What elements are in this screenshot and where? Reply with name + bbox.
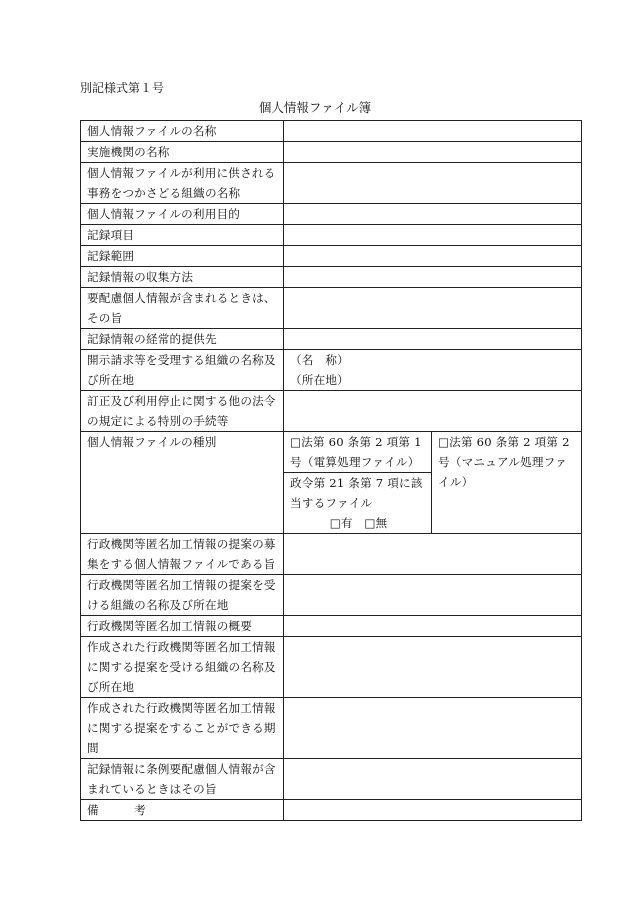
row-label-collection-method: 記録情報の収集方法 <box>81 267 284 288</box>
value-cell-remarks[interactable] <box>284 800 582 821</box>
table-row <box>81 267 582 288</box>
row-label-file-type: 個人情報ファイルの種別 <box>81 432 284 534</box>
document-title: 個人情報ファイル簿 <box>258 100 372 115</box>
table-row <box>81 534 582 575</box>
row-label-ordinance-sensitive-info: 記録情報に条例要配慮個人情報が含まれているときはその旨 <box>81 759 284 800</box>
value-cell-disclosure-office[interactable] <box>284 350 582 391</box>
value-cell-record-items[interactable] <box>284 225 582 246</box>
table-row <box>81 698 582 759</box>
value-cell-anonymized-summary[interactable] <box>284 616 582 637</box>
file-type-option-electronic[interactable]: □法第 60 条第 2 項第 1 号（電算処理ファイル） <box>284 432 432 473</box>
checkbox-yes[interactable]: □有 <box>329 516 353 530</box>
row-label-remarks: 備 考 <box>81 800 284 821</box>
value-cell-record-scope[interactable] <box>284 246 582 267</box>
table-row <box>81 142 582 163</box>
value-cell-file-name[interactable] <box>284 121 582 142</box>
value-cell-created-anonymized-proposal-office[interactable] <box>284 637 582 698</box>
value-cell-collection-method[interactable] <box>284 267 582 288</box>
value-cell-anonymized-proposal-office[interactable] <box>284 575 582 616</box>
table-row <box>81 163 582 204</box>
value-cell-special-procedures[interactable] <box>284 391 582 432</box>
row-label-anonymized-proposal-office: 行政機関等匿名加工情報の提案を受ける組織の名称及び所在地 <box>81 575 284 616</box>
row-label-agency-name: 実施機関の名称 <box>81 142 284 163</box>
value-cell-regular-recipients[interactable] <box>284 329 582 350</box>
row-label-record-items: 記録項目 <box>81 225 284 246</box>
office-address-field-label: （所在地） <box>290 373 349 387</box>
row-label-file-name: 個人情報ファイルの名称 <box>81 121 284 142</box>
value-cell-sensitive-info[interactable] <box>284 288 582 329</box>
table-row <box>81 246 582 267</box>
checkbox-no[interactable]: □無 <box>364 516 388 530</box>
value-cell-ordinance-sensitive-info[interactable] <box>284 759 582 800</box>
table-row <box>81 575 582 616</box>
value-cell-managing-organization[interactable] <box>284 163 582 204</box>
table-row <box>81 288 582 329</box>
table-row <box>81 637 582 698</box>
row-label-regular-recipients: 記録情報の経常的提供先 <box>81 329 284 350</box>
table-row <box>81 225 582 246</box>
row-label-created-anonymized-proposal-office: 作成された行政機関等匿名加工情報に関する提案を受ける組織の名称及び所在地 <box>81 637 284 698</box>
table-row <box>81 350 582 391</box>
personal-info-file-ledger-table <box>80 120 582 821</box>
row-label-disclosure-office: 開示請求等を受理する組織の名称及び所在地 <box>81 350 284 391</box>
table-row <box>81 391 582 432</box>
value-cell-created-anonymized-proposal-period[interactable] <box>284 698 582 759</box>
row-label-sensitive-info: 要配慮個人情報が含まれるときは、その旨 <box>81 288 284 329</box>
row-label-special-procedures: 訂正及び利用停止に関する他の法令の規定による特別の手続等 <box>81 391 284 432</box>
row-label-managing-organization: 個人情報ファイルが利用に供される事務をつかさどる組織の名称 <box>81 163 284 204</box>
value-cell-purpose[interactable] <box>284 204 582 225</box>
table-row <box>81 616 582 637</box>
row-label-purpose: 個人情報ファイルの利用目的 <box>81 204 284 225</box>
yes-no-options <box>290 513 427 533</box>
row-label-record-scope: 記録範囲 <box>81 246 284 267</box>
table-row <box>81 204 582 225</box>
office-name-field-label: （名 称） <box>290 353 349 367</box>
table-row <box>81 329 582 350</box>
value-cell-anonymized-proposal-solicitation[interactable] <box>284 534 582 575</box>
table-row <box>81 759 582 800</box>
form-number: 別記様式第１号 <box>80 81 165 95</box>
cabinet-order-question: 政令第 21 条第 7 項に該当するファイル <box>290 476 423 510</box>
table-row <box>81 432 582 473</box>
table-row <box>81 121 582 142</box>
row-label-anonymized-summary: 行政機関等匿名加工情報の概要 <box>81 616 284 637</box>
cabinet-order-subcell <box>284 473 432 534</box>
row-label-created-anonymized-proposal-period: 作成された行政機関等匿名加工情報に関する提案をすることができる期間 <box>81 698 284 759</box>
row-label-anonymized-proposal-solicitation: 行政機関等匿名加工情報の提案の募集をする個人情報ファイルである旨 <box>81 534 284 575</box>
file-type-option-manual[interactable]: □法第 60 条第 2 項第 2 号（マニュアル処理ファイル） <box>432 432 582 534</box>
value-cell-agency-name[interactable] <box>284 142 582 163</box>
table-row <box>81 800 582 821</box>
